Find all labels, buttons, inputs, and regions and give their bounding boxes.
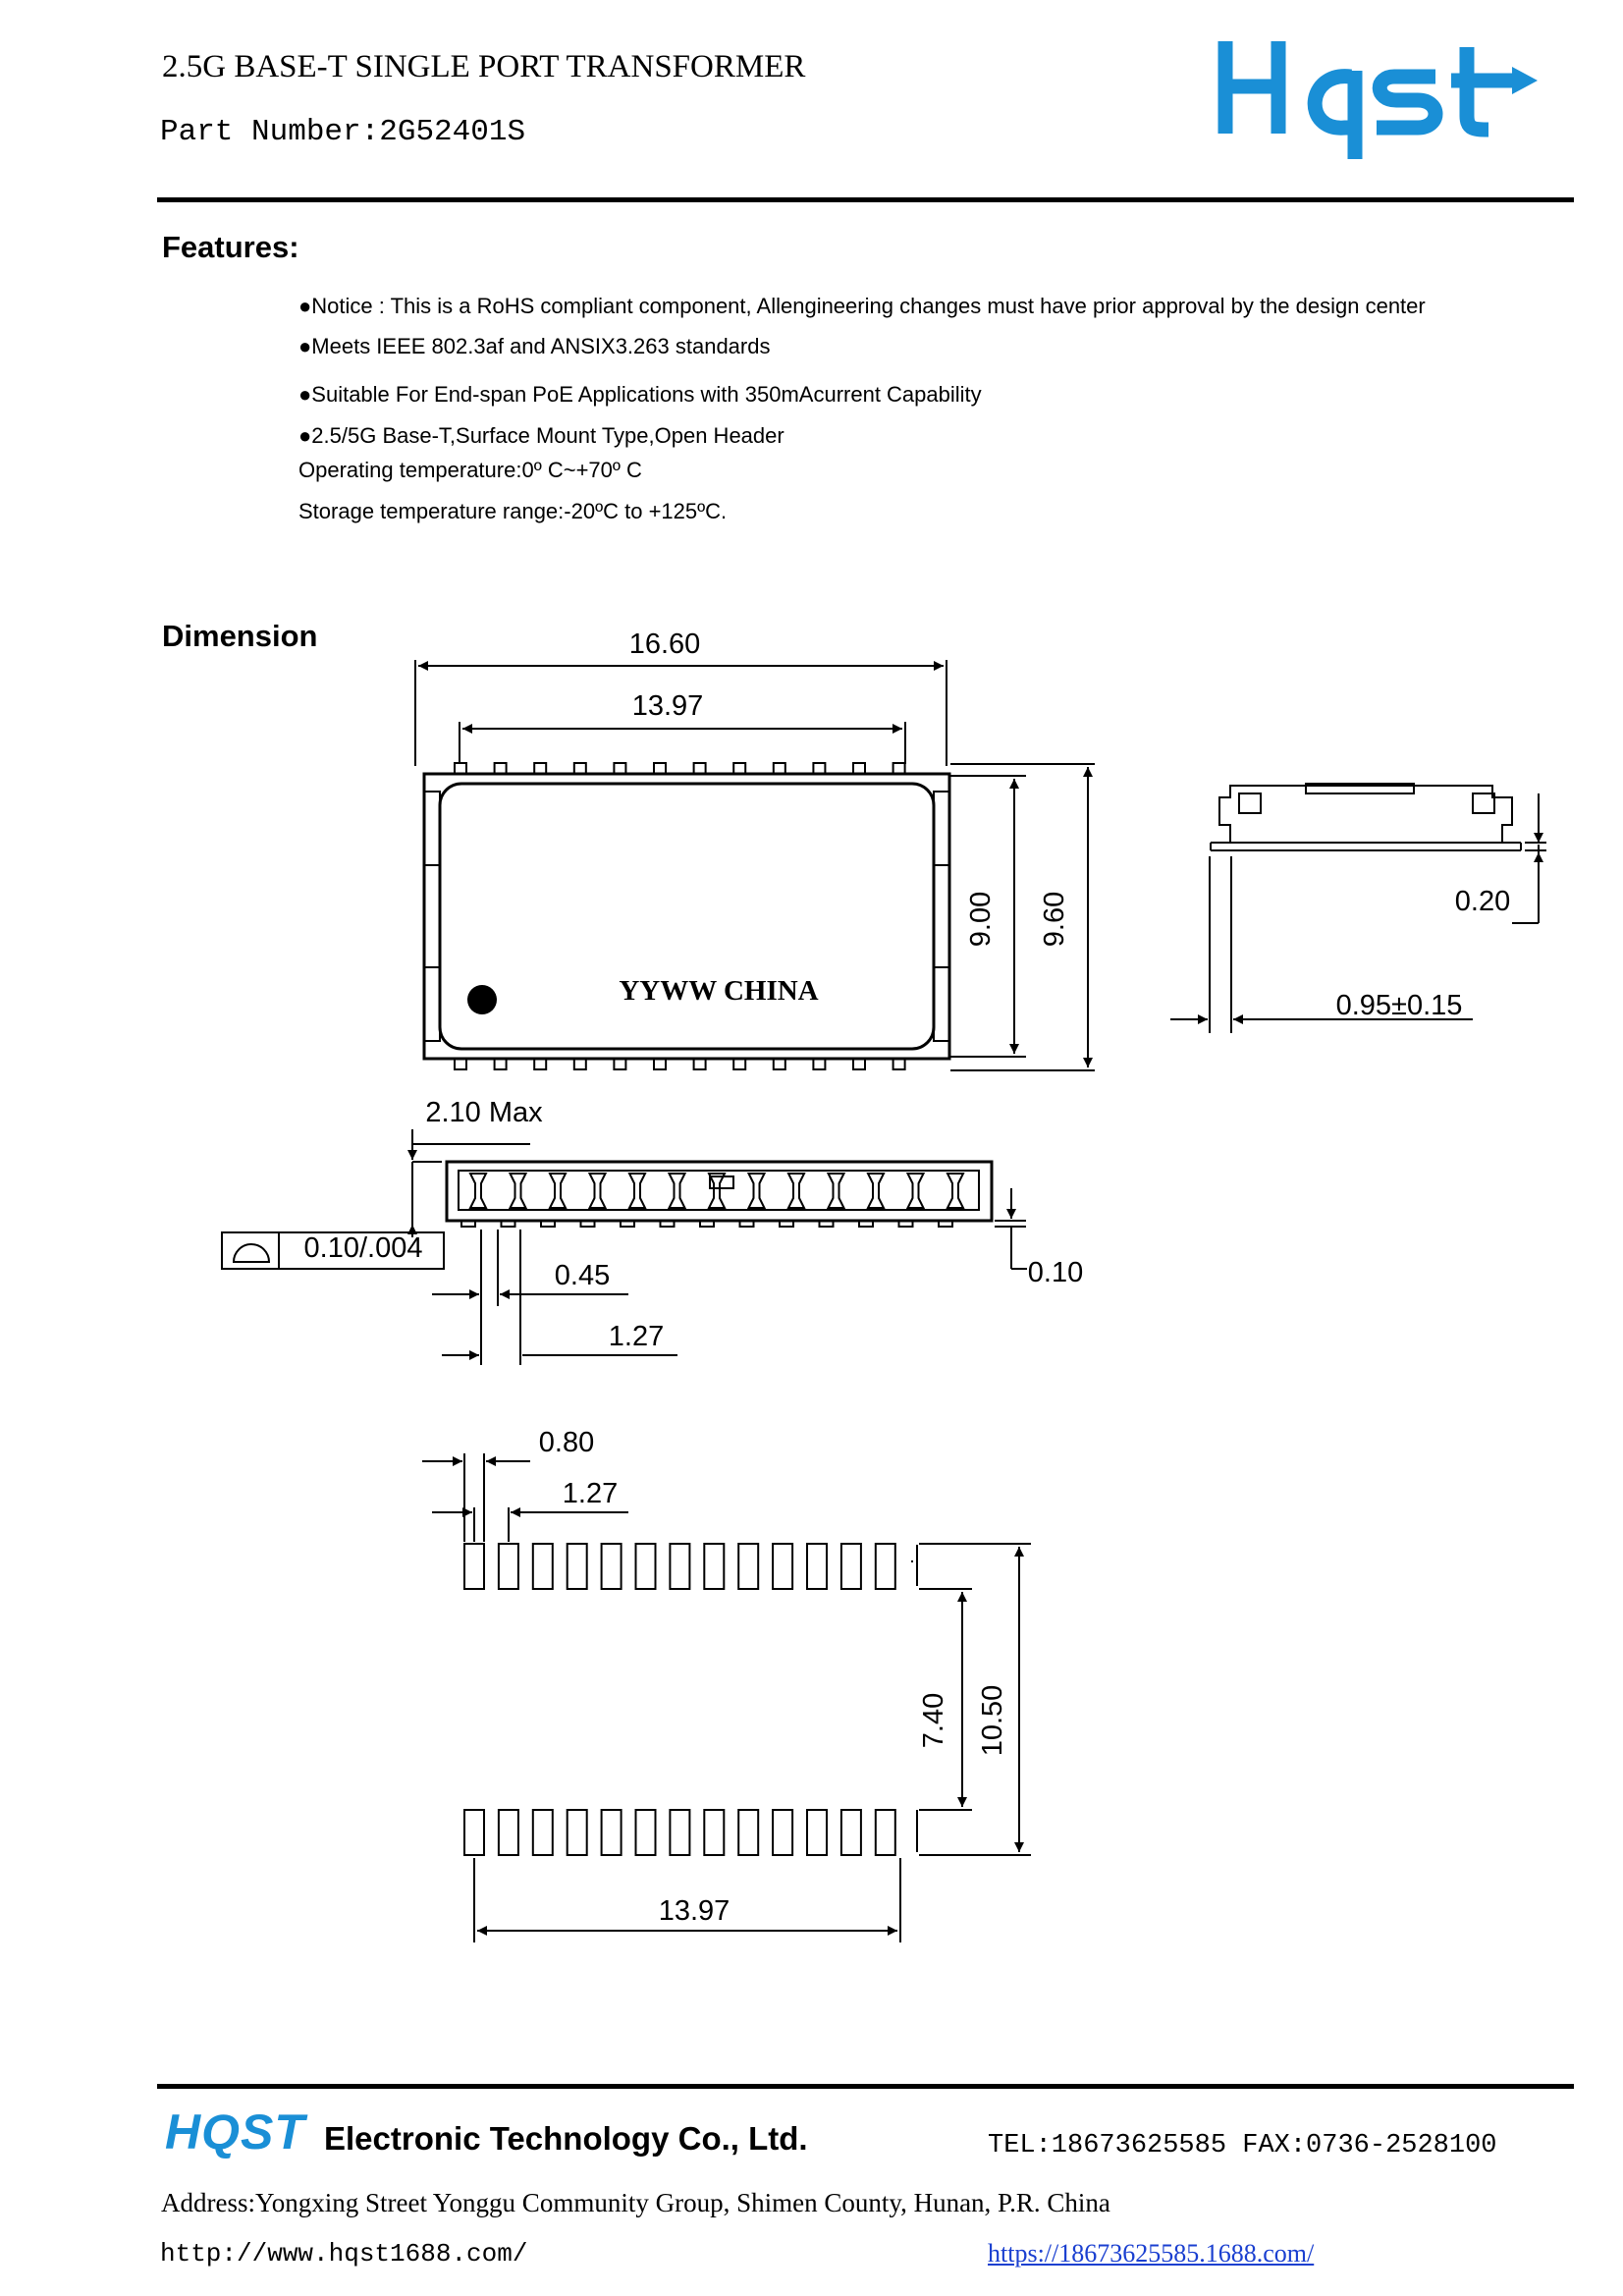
front-foot (461, 1221, 475, 1227)
dim-width-overall: 16.60 (628, 629, 701, 660)
pad-top (533, 1544, 553, 1589)
footer-website: http://www.hqst1688.com/ (160, 2239, 528, 2269)
pin-top (495, 763, 507, 774)
pad-top (670, 1544, 689, 1589)
footer-address: Address:Yongxing Street Yonggu Community Group, Shimen County, Hunan, P.R. China (161, 2188, 1110, 2217)
pad-top (704, 1544, 724, 1589)
pad-top (464, 1544, 484, 1589)
pin-top (455, 763, 466, 774)
dim-side-offset: 0.95±0.15 (1335, 990, 1463, 1021)
pin-bottom (893, 1059, 905, 1069)
footer-shop-link[interactable]: https://18673625585.1688.com/ (988, 2239, 1315, 2268)
pad-top (499, 1544, 518, 1589)
pin-bottom (733, 1059, 745, 1069)
profile-symbol-icon (234, 1244, 269, 1262)
package-marking: YYWW CHINA (619, 975, 819, 1007)
pad-top (773, 1544, 792, 1589)
document-title: 2.5G BASE-T SINGLE PORT TRANSFORMER (162, 49, 806, 84)
dimension-heading: Dimension (162, 619, 318, 653)
pin-top (694, 763, 706, 774)
pad-bottom (533, 1810, 553, 1855)
dim-pad-pitch: 1.27 (562, 1478, 619, 1509)
pin-bottom (495, 1059, 507, 1069)
pad-top (738, 1544, 758, 1589)
side-tab (424, 967, 440, 1041)
dim-pin-span-top: 13.97 (631, 690, 704, 722)
pad-bottom (670, 1810, 689, 1855)
features-heading: Features: (162, 230, 299, 264)
pin-bottom (774, 1059, 785, 1069)
feature-item: Operating temperature:0º C~+70º C (298, 458, 642, 482)
front-foot (700, 1221, 714, 1227)
pad-bottom (499, 1810, 518, 1855)
feature-item: ●Suitable For End-span PoE Applications with 350mAcurrent Capability (298, 382, 982, 407)
dim-pad-width: 0.80 (538, 1427, 595, 1458)
pin-top (853, 763, 865, 774)
pin-bottom (534, 1059, 546, 1069)
front-foot (820, 1221, 834, 1227)
feature-item: ●Notice : This is a RoHS compliant component, Allengineering changes must have prior approval by the design center (298, 294, 1426, 318)
dim-side-lead: 0.20 (1454, 886, 1511, 917)
part-number-value: 2G52401S (379, 115, 526, 149)
footer-rule (157, 2084, 1574, 2089)
side-tab (934, 967, 949, 1041)
front-foot (621, 1221, 634, 1227)
dim-overall-height: 9.60 (1039, 891, 1070, 948)
front-foot (939, 1221, 952, 1227)
dim-standoff: 0.10 (1027, 1257, 1084, 1288)
front-foot (661, 1221, 675, 1227)
pad-bottom (636, 1810, 656, 1855)
pad-top (841, 1544, 861, 1589)
front-lead (670, 1174, 685, 1208)
front-foot (780, 1221, 793, 1227)
feature-item: ●2.5/5G Base-T,Surface Mount Type,Open Header (298, 423, 784, 448)
side-tab (424, 792, 440, 865)
front-lead (829, 1174, 844, 1208)
pin-bottom (614, 1059, 625, 1069)
front-lead (470, 1174, 486, 1208)
package-body (440, 784, 934, 1049)
side-lead (1473, 793, 1494, 813)
pad-bottom (602, 1810, 622, 1855)
pad-bottom (568, 1810, 587, 1855)
front-foot (502, 1221, 515, 1227)
pin-top (774, 763, 785, 774)
pad-top (568, 1544, 587, 1589)
pin-top (534, 763, 546, 774)
feature-item: ●Meets IEEE 802.3af and ANSIX3.263 standards (298, 334, 771, 358)
pin-bottom (574, 1059, 586, 1069)
front-lead (947, 1174, 963, 1208)
pad-bottom (704, 1810, 724, 1855)
dim-max-height: 2.10 Max (425, 1097, 543, 1128)
front-lead (709, 1174, 725, 1208)
pad-bottom (841, 1810, 861, 1855)
front-lead (511, 1174, 526, 1208)
front-foot (541, 1221, 555, 1227)
pad-top (602, 1544, 622, 1589)
pin-top (654, 763, 666, 774)
pin-top (614, 763, 625, 774)
front-lead (749, 1174, 765, 1208)
footer-brand-logo: HQST (165, 2105, 305, 2159)
pin-bottom (455, 1059, 466, 1069)
side-lead (1239, 793, 1261, 813)
front-foot (899, 1221, 913, 1227)
pad-bottom (773, 1810, 792, 1855)
dim-pad-inner: 7.40 (918, 1692, 949, 1749)
pad-top (636, 1544, 656, 1589)
front-foot (859, 1221, 873, 1227)
front-lead (590, 1174, 606, 1208)
package-outline (424, 774, 949, 1059)
pad-top (876, 1544, 895, 1589)
pin-top (813, 763, 825, 774)
dim-pad-outer: 10.50 (977, 1684, 1008, 1757)
feature-item: Storage temperature range:-20ºC to +125ºC. (298, 499, 728, 523)
pad-bottom (807, 1810, 827, 1855)
front-lead (908, 1174, 924, 1208)
pin-top (733, 763, 745, 774)
footer-tel-fax: TEL:18673625585 FAX:0736-2528100 (988, 2131, 1497, 2160)
front-lead (550, 1174, 566, 1208)
front-foot (581, 1221, 595, 1227)
pin-top (574, 763, 586, 774)
front-foot (740, 1221, 754, 1227)
pin-one-marker (467, 985, 497, 1014)
pad-bottom (464, 1810, 484, 1855)
front-lead (788, 1174, 804, 1208)
pin-bottom (853, 1059, 865, 1069)
pin-bottom (654, 1059, 666, 1069)
part-number-label: Part Number: (160, 115, 380, 149)
pad-top (807, 1544, 827, 1589)
front-lead (629, 1174, 645, 1208)
pin-bottom (813, 1059, 825, 1069)
footer-company-name: Electronic Technology Co., Ltd. (324, 2120, 808, 2157)
dim-body-height: 9.00 (965, 891, 997, 948)
dim-coplanarity: 0.10/.004 (303, 1232, 423, 1264)
pad-bottom (876, 1810, 895, 1855)
dim-pad-span: 13.97 (658, 1895, 730, 1927)
pin-bottom (694, 1059, 706, 1069)
dim-lead-width: 0.45 (554, 1260, 611, 1291)
pin-top (893, 763, 905, 774)
front-lead (868, 1174, 884, 1208)
dim-pitch: 1.27 (608, 1321, 665, 1352)
pad-bottom (738, 1810, 758, 1855)
side-tab (934, 792, 949, 865)
